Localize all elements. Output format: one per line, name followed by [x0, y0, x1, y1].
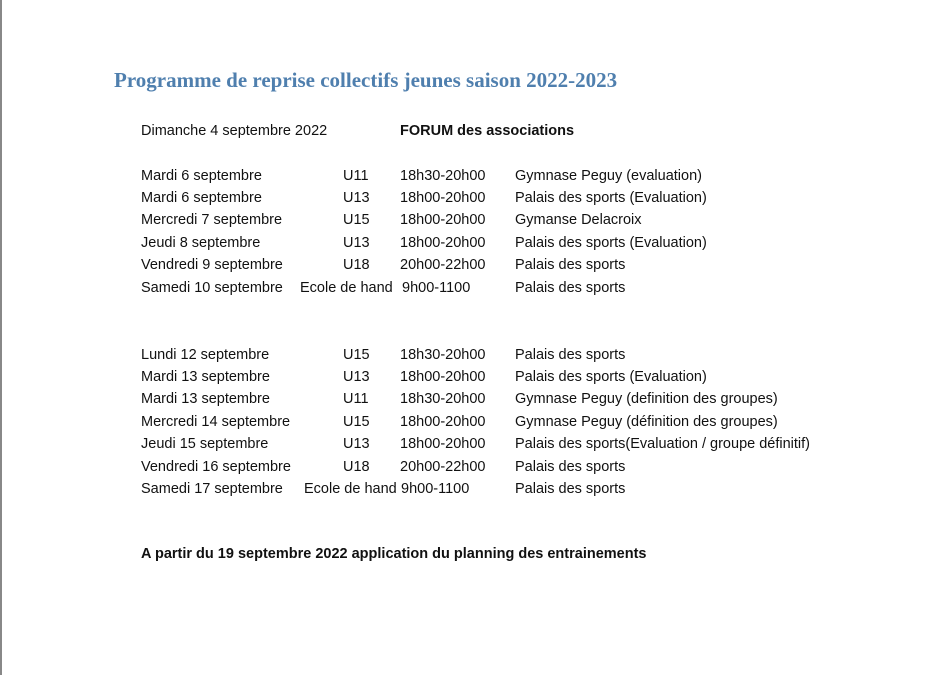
- schedule-row: [0, 233, 949, 253]
- row-time: 20h00-22h00: [400, 459, 486, 475]
- schedule-row: [0, 479, 949, 499]
- row-date: Mardi 13 septembre: [141, 369, 270, 385]
- schedule-row: [0, 434, 949, 454]
- row-place: Palais des sports(Evaluation / groupe définitif): [515, 436, 810, 452]
- schedule-row: [0, 166, 949, 186]
- row-place: Palais des sports: [515, 481, 626, 497]
- row-time: 18h30-20h00: [400, 168, 486, 184]
- row-place: Gymnase Peguy (définition des groupes): [515, 414, 778, 430]
- schedule-row: [0, 367, 949, 387]
- row-time: 18h30-20h00: [400, 347, 486, 363]
- row-category: U15: [343, 347, 370, 363]
- row-place: Palais des sports: [515, 347, 626, 363]
- row-time: 18h00-20h00: [400, 190, 486, 206]
- row-time: 18h00-20h00: [400, 414, 486, 430]
- row-date: Mercredi 7 septembre: [141, 212, 283, 228]
- row-date: Samedi 10 septembre: [141, 280, 283, 296]
- page-left-edge: [0, 0, 2, 675]
- row-place: Palais des sports (Evaluation): [515, 369, 707, 385]
- row-time: 18h00-20h00: [400, 212, 486, 228]
- schedule-row: [0, 255, 949, 275]
- row-place: Gymnase Peguy (evaluation): [515, 168, 702, 184]
- row-time: 9h00-1100: [401, 481, 470, 497]
- row-place: Palais des sports (Evaluation): [515, 190, 707, 206]
- forum-row: [0, 121, 949, 141]
- forum-event: FORUM des associations: [400, 123, 575, 139]
- row-place: Palais des sports: [515, 459, 626, 475]
- row-category: U15: [343, 212, 370, 228]
- schedule-row: [0, 210, 949, 230]
- row-date: Jeudi 15 septembre: [141, 436, 269, 452]
- row-date: Jeudi 8 septembre: [141, 235, 261, 251]
- row-category: Ecole de hand: [304, 481, 397, 497]
- schedule-row: [0, 278, 949, 298]
- row-category: U15: [343, 414, 370, 430]
- row-date: Samedi 17 septembre: [141, 481, 283, 497]
- row-time: 18h30-20h00: [400, 391, 486, 407]
- row-category: U11: [343, 168, 369, 184]
- row-place: Gymnase Peguy (definition des groupes): [515, 391, 778, 407]
- schedule-row: [0, 345, 949, 365]
- forum-date: Dimanche 4 septembre 2022: [141, 123, 328, 139]
- row-category: U18: [343, 257, 370, 273]
- page-title: Programme de reprise collectifs jeunes saison 2022-2023: [114, 68, 618, 92]
- row-date: Lundi 12 septembre: [141, 347, 270, 363]
- row-date: Mardi 6 septembre: [141, 190, 262, 206]
- row-category: U13: [343, 369, 370, 385]
- row-category: U11: [343, 391, 369, 407]
- row-place: Palais des sports: [515, 257, 626, 273]
- row-place: Palais des sports: [515, 280, 626, 296]
- row-category: U18: [343, 459, 370, 475]
- schedule-row: [0, 412, 949, 432]
- schedule-row: [0, 188, 949, 208]
- row-time: 18h00-20h00: [400, 369, 486, 385]
- row-time: 20h00-22h00: [400, 257, 486, 273]
- row-date: Mardi 6 septembre: [141, 168, 262, 184]
- row-place: Palais des sports (Evaluation): [515, 235, 707, 251]
- row-date: Vendredi 9 septembre: [141, 257, 283, 273]
- schedule-row: [0, 389, 949, 409]
- row-date: Mardi 13 septembre: [141, 391, 270, 407]
- footer-note: A partir du 19 septembre 2022 application du planning des entrainements: [141, 546, 647, 562]
- row-category: Ecole de hand: [300, 280, 393, 296]
- row-date: Vendredi 16 septembre: [141, 459, 291, 475]
- schedule-row: [0, 457, 949, 477]
- row-category: U13: [343, 190, 370, 206]
- row-category: U13: [343, 235, 370, 251]
- row-date: Mercredi 14 septembre: [141, 414, 291, 430]
- row-category: U13: [343, 436, 370, 452]
- row-time: 18h00-20h00: [400, 235, 486, 251]
- row-place: Gymanse Delacroix: [515, 212, 642, 228]
- row-time: 9h00-1100: [402, 280, 471, 296]
- row-time: 18h00-20h00: [400, 436, 486, 452]
